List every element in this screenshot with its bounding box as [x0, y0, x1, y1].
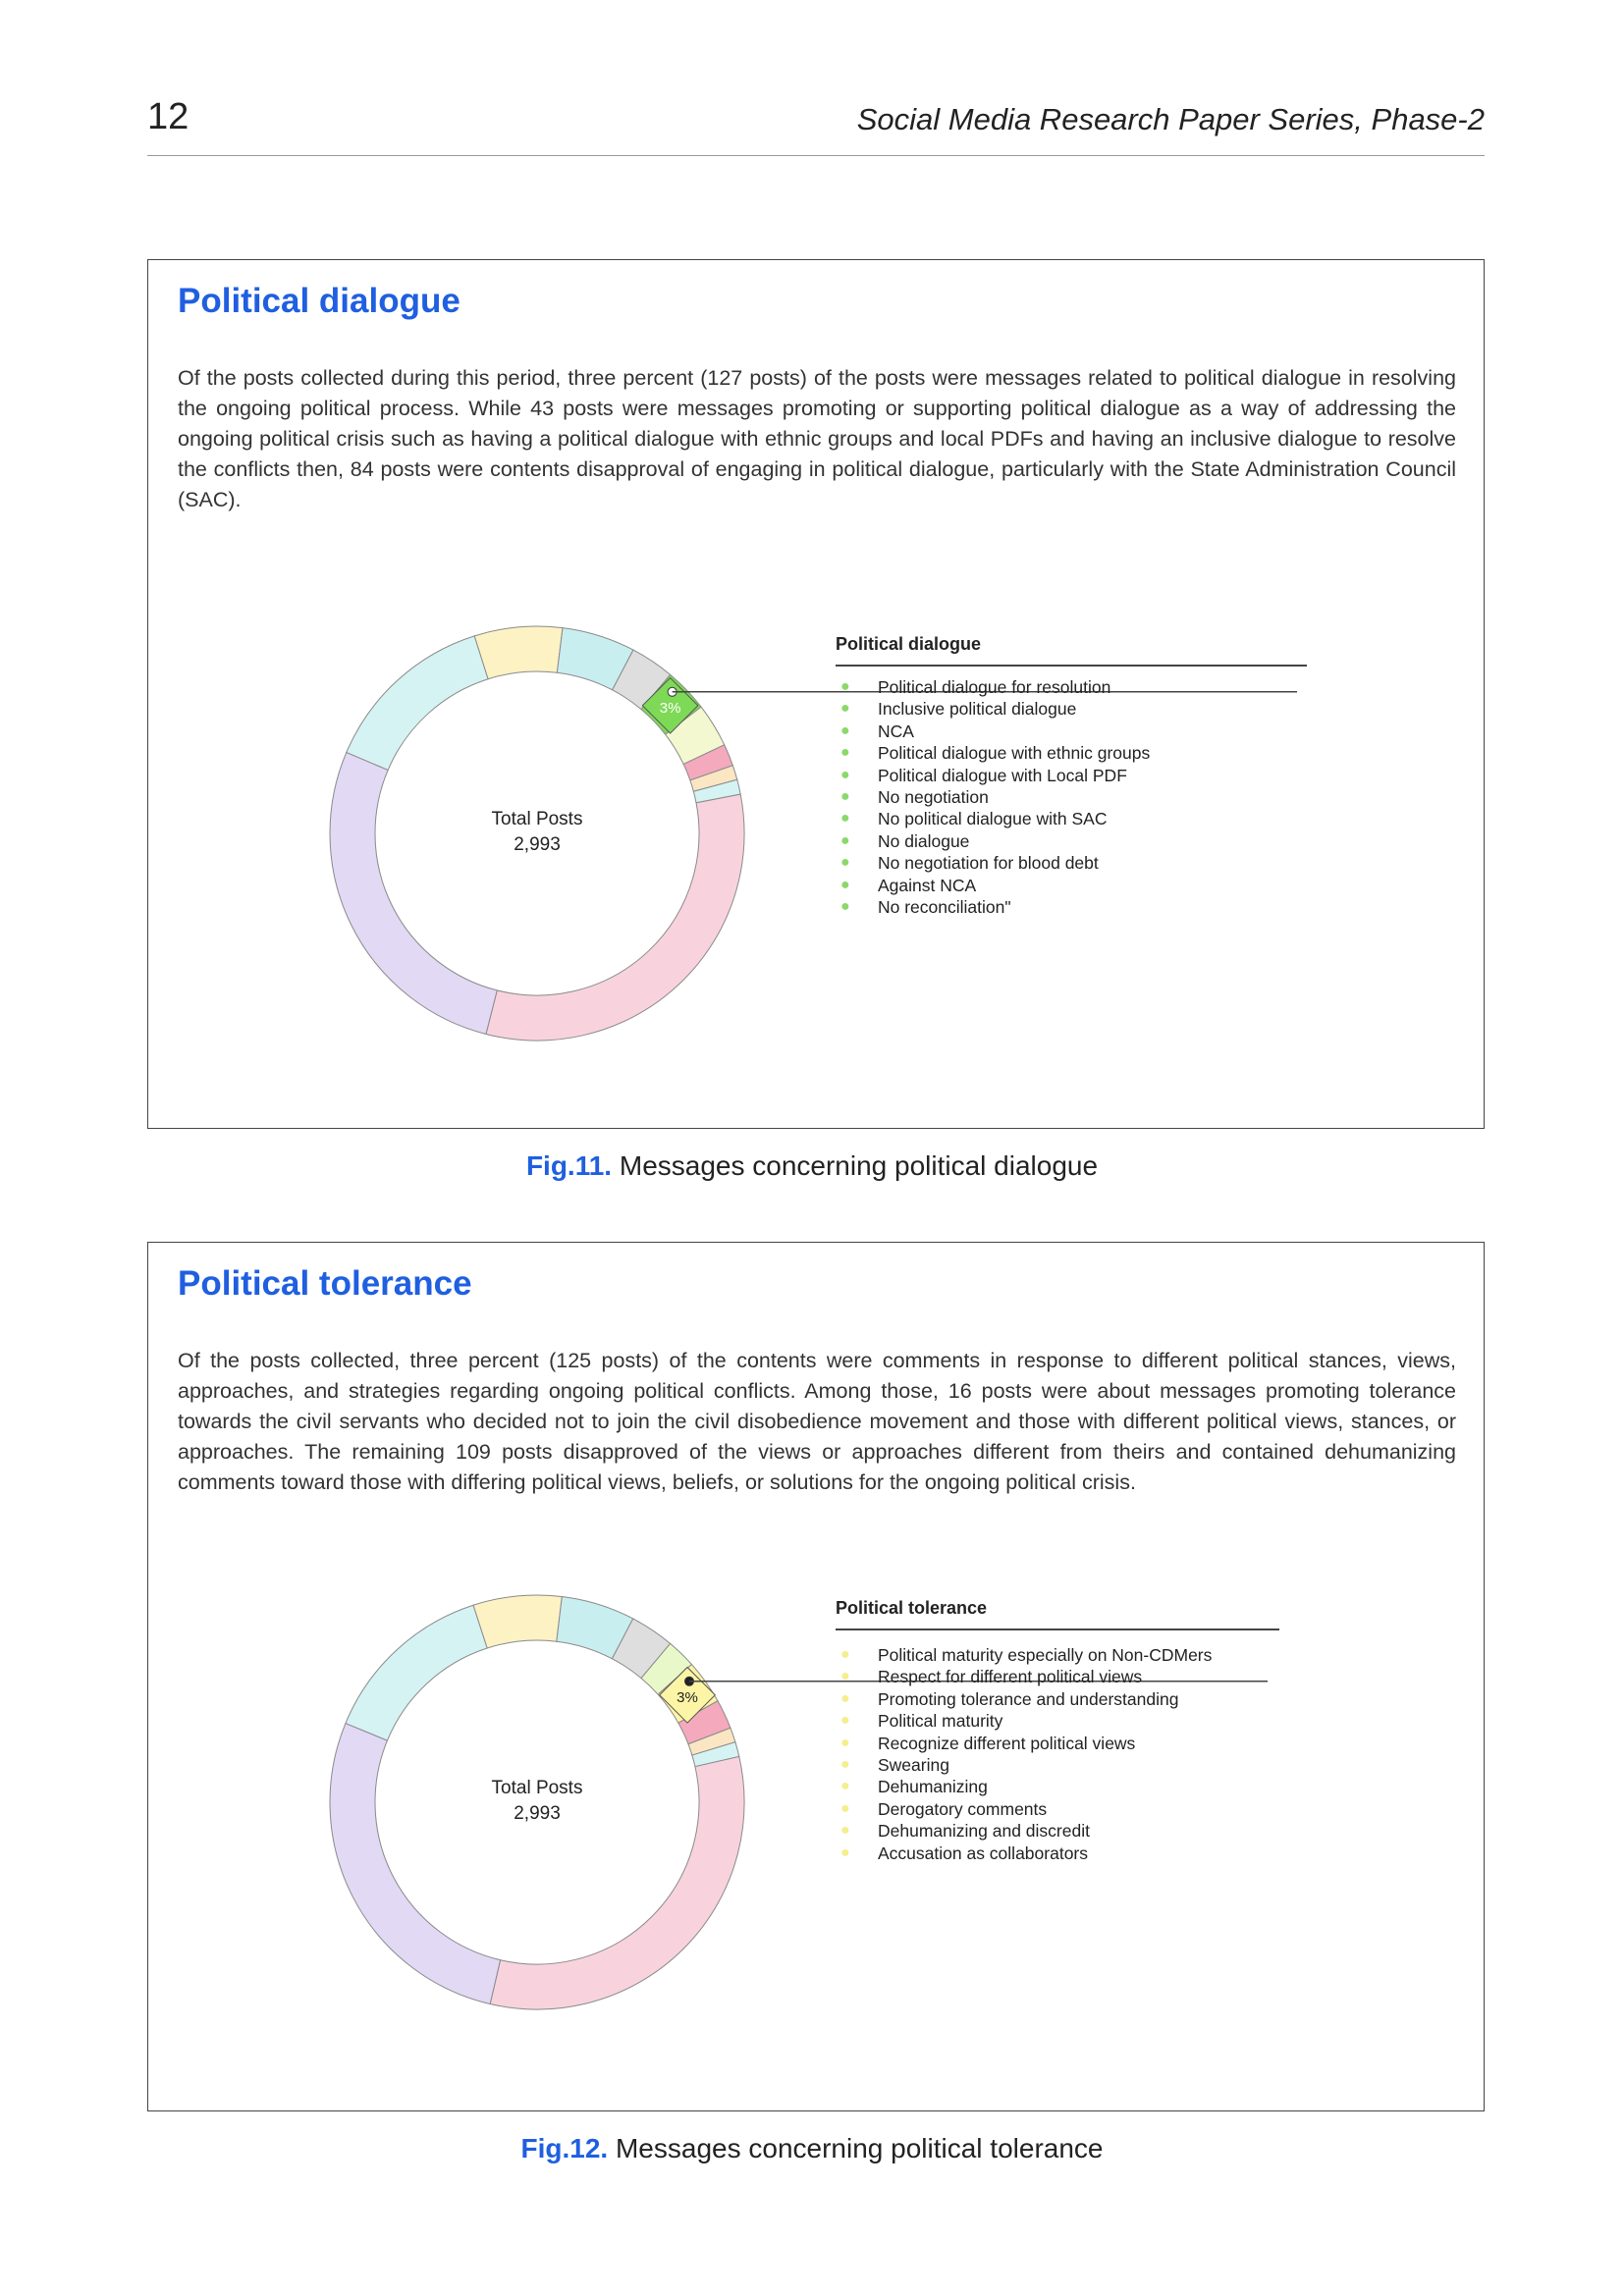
- figure-label: Fig.12.: [520, 2133, 609, 2163]
- legend-label: No political dialogue with SAC: [878, 809, 1108, 829]
- figure-caption: [0, 2133, 1624, 2164]
- legend-label: Political dialogue with Local PDF: [878, 765, 1127, 785]
- legend-bullet-icon: ●: [840, 876, 850, 893]
- legend-bullet-icon: ●: [840, 766, 850, 783]
- legend-bullet-icon: ●: [840, 854, 850, 872]
- section-title: Political dialogue: [178, 282, 460, 320]
- legend-item: [840, 1842, 1212, 1864]
- legend-item: [840, 1820, 1212, 1842]
- donut-slice: [473, 1595, 562, 1648]
- legend-bullet-icon: ●: [840, 810, 850, 828]
- legend-label: Derogatory comments: [878, 1798, 1048, 1819]
- center-label: Total Posts: [491, 1778, 583, 1798]
- legend-item: [840, 698, 1150, 720]
- legend-bullet-icon: ●: [840, 1822, 850, 1840]
- section-body: Of the posts collected during this period, three percent (127 posts) of the posts were messages related to political dialogue in resolving the ongoing political process. While 43 posts were messages promoting or supporting political dialogue as a way of addressing the ongoing political crisis such as having a political dialogue with ethnic groups and local PDFs and having an inclusive dialogue to resolve the conflicts then, 84 posts were contents disapproval of engaging in political dialogue, particularly with the State Administration Council (SAC).: [178, 366, 1456, 511]
- legend-item: [840, 786, 1150, 808]
- donut-slice: [346, 1605, 487, 1740]
- figure-text: Messages concerning political tolerance: [615, 2133, 1104, 2163]
- donut-slice: [486, 794, 744, 1041]
- legend-bullet-icon: ●: [840, 678, 850, 695]
- legend-item: [840, 1688, 1212, 1710]
- legend-label: Respect for different political views: [878, 1667, 1143, 1687]
- legend-label: No negotiation: [878, 786, 989, 807]
- legend-label: No reconciliation": [878, 896, 1011, 917]
- figure-caption: [0, 1150, 1624, 1182]
- legend-item: [840, 875, 1150, 896]
- legend-label: Inclusive political dialogue: [878, 699, 1077, 720]
- section-body: Of the posts collected, three percent (125 posts) of the contents were comments in response to different political stances, views, approaches, and strategies regarding ongoing political conflicts. Among those, 16 posts were about messages promoting tolerance towards the civil servants who decided not to join the civil disobedience movement and those with different political views, stances, or approaches. The remaining 109 posts disapproved of the views or approaches different from theirs and contained dehumanizing comments toward those with differing political views, beliefs, or solutions for the ongoing political crisis.: [178, 1349, 1456, 1494]
- donut-slice: [330, 752, 497, 1034]
- center-value: 2,993: [514, 1803, 561, 1824]
- legend-item: [840, 676, 1150, 698]
- legend-label: Political dialogue for resolution: [878, 677, 1111, 697]
- figure-text: Messages concerning political dialogue: [619, 1150, 1099, 1181]
- legend-label: No dialogue: [878, 830, 970, 851]
- legend-bullet-icon: ●: [840, 897, 850, 915]
- legend-rule: [836, 665, 1307, 667]
- legend-item: [840, 852, 1150, 874]
- legend-bullet-icon: ●: [840, 1712, 850, 1730]
- donut-slice: [347, 636, 488, 771]
- legend-bullet-icon: ●: [840, 1734, 850, 1751]
- legend-item: [840, 1798, 1212, 1820]
- legend-bullet-icon: ●: [840, 787, 850, 805]
- legend-bullet-icon: ●: [840, 1755, 850, 1773]
- legend-item: [840, 1733, 1212, 1754]
- legend-label: Promoting tolerance and understanding: [878, 1688, 1179, 1709]
- legend-bullet-icon: ●: [840, 744, 850, 762]
- legend-list: [840, 676, 1151, 918]
- legend-label: Political maturity: [878, 1711, 1003, 1732]
- legend-label: Swearing: [878, 1754, 949, 1775]
- legend-title: Political tolerance: [836, 1598, 988, 1618]
- legend-label: No negotiation for blood debt: [878, 853, 1099, 874]
- legend-label: Political maturity especially on Non-CDMers: [878, 1645, 1213, 1665]
- legend-item: [840, 896, 1150, 918]
- legend-label: Dehumanizing: [878, 1777, 988, 1797]
- legend-bullet-icon: ●: [840, 1778, 850, 1795]
- center-label: Total Posts: [491, 809, 583, 829]
- donut-chart: [148, 1243, 1484, 2110]
- political-tolerance-box: [147, 1242, 1485, 2111]
- legend-item: [840, 1754, 1212, 1776]
- page-number: 12: [147, 96, 189, 137]
- legend-bullet-icon: ●: [840, 1843, 850, 1861]
- legend-label: Against NCA: [878, 875, 977, 895]
- legend-label: Political dialogue with ethnic groups: [878, 743, 1151, 764]
- figure-label: Fig.11.: [525, 1150, 613, 1181]
- legend-bullet-icon: ●: [840, 700, 850, 718]
- legend-bullet-icon: ●: [840, 1689, 850, 1707]
- legend-rule: [836, 1629, 1279, 1630]
- donut-chart: [148, 260, 1484, 1128]
- legend-item: [840, 1644, 1213, 1666]
- legend-item: [840, 808, 1150, 829]
- political-dialogue-box: [147, 259, 1485, 1129]
- legend-item: [840, 721, 1150, 742]
- legend-title: Political dialogue: [836, 634, 982, 654]
- legend-item: [840, 830, 1150, 852]
- legend-bullet-icon: ●: [840, 721, 850, 739]
- legend-item: [840, 1666, 1212, 1687]
- legend-bullet-icon: ●: [840, 1646, 850, 1663]
- legend-item: [840, 1776, 1212, 1797]
- legend-list: [840, 1644, 1213, 1864]
- donut-slice: [474, 626, 563, 679]
- highlight-percent-label: 3%: [659, 699, 681, 717]
- highlight-percent-label: 3%: [677, 1688, 698, 1706]
- section-title: Political tolerance: [178, 1264, 472, 1303]
- legend-bullet-icon: ●: [840, 1799, 850, 1817]
- legend-item: [840, 742, 1151, 764]
- header-rule: [147, 155, 1485, 156]
- legend-label: Accusation as collaborators: [878, 1842, 1088, 1863]
- legend-label: Dehumanizing and discredit: [878, 1821, 1090, 1842]
- running-head: Social Media Research Paper Series, Phase-2: [856, 102, 1485, 136]
- legend-item: [840, 765, 1150, 786]
- legend-label: Recognize different political views: [878, 1733, 1136, 1753]
- legend-item: [840, 1710, 1212, 1732]
- legend-bullet-icon: ●: [840, 1668, 850, 1685]
- donut-slice: [330, 1724, 501, 2004]
- center-value: 2,993: [514, 834, 561, 855]
- legend-bullet-icon: ●: [840, 831, 850, 849]
- legend-label: NCA: [878, 721, 914, 741]
